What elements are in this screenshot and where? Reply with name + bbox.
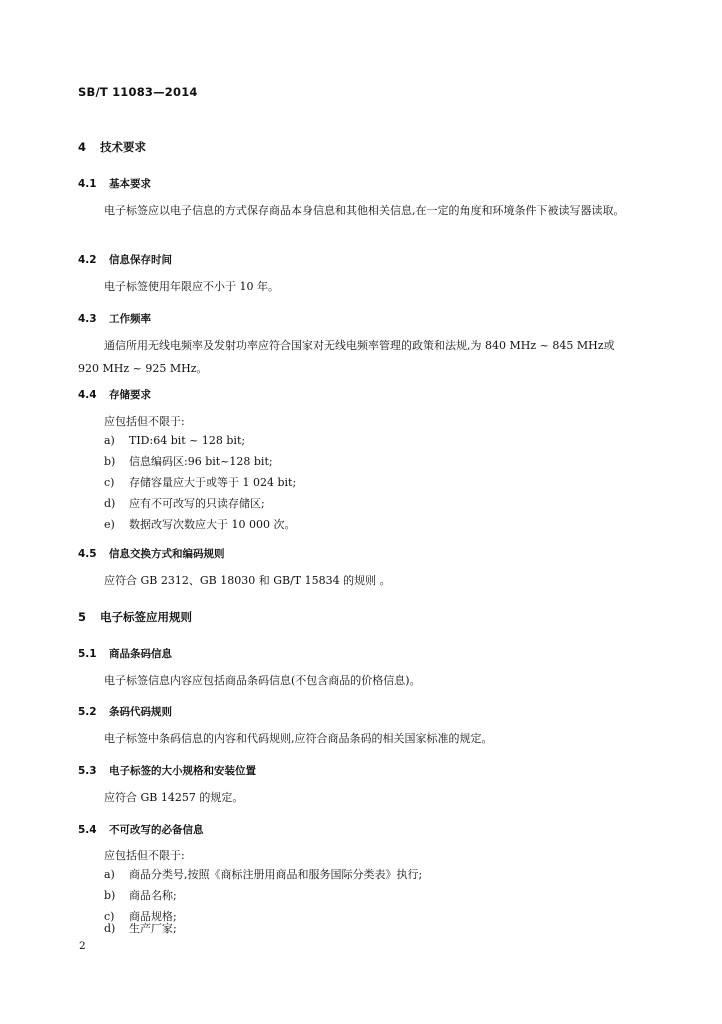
section-5-heading (78, 609, 192, 625)
section-number: 5.1 (78, 648, 97, 660)
list-marker: d) (104, 497, 116, 510)
list-marker: c) (104, 476, 115, 489)
list-item-text: 应有不可改写的只读存储区; (129, 497, 265, 510)
section-4-4-intro: 应包括但不限于: (104, 415, 185, 428)
section-number: 4.2 (78, 254, 97, 266)
section-title: 工作频率 (109, 313, 151, 325)
list-item-text: 商品分类号,按照《商标注册用商品和服务国际分类表》执行; (129, 868, 423, 881)
section-5-3-text: 应符合 GB 14257 的规定。 (104, 791, 244, 804)
section-number: 5 (78, 610, 87, 624)
list-item-text: 信息编码区:96 bit~128 bit; (129, 455, 273, 468)
list-item-text: TID:64 bit ~ 128 bit; (129, 434, 246, 447)
section-number: 4.3 (78, 313, 97, 325)
list-marker: b) (104, 889, 116, 902)
section-title: 电子标签应用规则 (100, 610, 192, 624)
section-5-2-heading (78, 704, 172, 719)
section-number: 5.4 (78, 824, 97, 836)
list-item-text: 生产厂家; (129, 922, 177, 935)
list-item (104, 518, 295, 532)
section-number: 4.4 (78, 389, 97, 401)
section-4-2-heading (78, 252, 172, 267)
section-4-1-text: 电子标签应以电子信息的方式保存商品本身信息和其他相关信息,在一定的角度和环境条件下被读写器读取。 (104, 204, 625, 217)
section-4-2-text: 电子标签使用年限应不小于 10 年。 (104, 280, 279, 293)
list-item (104, 889, 177, 903)
list-item (104, 455, 273, 469)
section-4-1-heading (78, 176, 151, 191)
list-item (104, 476, 296, 490)
section-title: 技术要求 (100, 140, 146, 154)
section-title: 基本要求 (109, 178, 151, 190)
section-5-3-heading (78, 763, 256, 778)
section-4-3-text: 通信所用无线电频率及发射功率应符合国家对无线电频率管理的政策和法规,为 840 MHz ~ 845 MHz或 920 MHz ~ 925 MHz。 (78, 339, 615, 375)
section-4-5-heading (78, 546, 225, 561)
section-number: 4.5 (78, 548, 97, 560)
section-title: 信息交换方式和编码规则 (109, 548, 225, 560)
list-item (104, 434, 245, 448)
section-title: 不可改写的必备信息 (109, 824, 204, 836)
list-marker: c) (104, 910, 115, 923)
list-marker: a) (104, 868, 115, 881)
section-title: 条码代码规则 (109, 706, 172, 718)
section-title: 存储要求 (109, 389, 151, 401)
section-title: 电子标签的大小规格和安装位置 (109, 765, 256, 777)
list-marker: e) (104, 518, 115, 531)
list-item (104, 497, 265, 511)
section-number: 4.1 (78, 178, 97, 190)
section-4-3-heading (78, 311, 151, 326)
section-number: 5.2 (78, 706, 97, 718)
section-4-5-text: 应符合 GB 2312、GB 18030 和 GB/T 15834 的规则 。 (104, 574, 391, 587)
section-number: 4 (78, 140, 87, 154)
list-marker: b) (104, 455, 116, 468)
list-marker: a) (104, 434, 115, 447)
list-item-text: 数据改写次数应大于 10 000 次。 (129, 518, 296, 531)
standard-number-header: SB/T 11083—2014 (78, 85, 198, 99)
page-number: 2 (79, 940, 86, 952)
section-number: 5.3 (78, 765, 97, 777)
section-5-2-text: 电子标签中条码信息的内容和代码规则,应符合商品条码的相关国家标准的规定。 (104, 732, 493, 745)
list-item (104, 868, 422, 882)
section-title: 商品条码信息 (109, 648, 172, 660)
section-4-4-heading (78, 387, 151, 402)
list-item-text: 存储容量应大于或等于 1 024 bit; (129, 476, 297, 489)
section-title: 信息保存时间 (109, 254, 172, 266)
list-item (104, 922, 177, 936)
section-4-heading (78, 139, 146, 155)
list-item-text: 商品规格; (129, 910, 177, 923)
section-5-4-heading (78, 822, 204, 837)
list-item-text: 商品名称; (129, 889, 177, 902)
section-5-4-intro: 应包括但不限于: (104, 849, 185, 862)
section-5-1-heading (78, 646, 172, 661)
list-marker: d) (104, 922, 116, 935)
section-5-1-text: 电子标签信息内容应包括商品条码信息(不包含商品的价格信息)。 (104, 674, 421, 687)
